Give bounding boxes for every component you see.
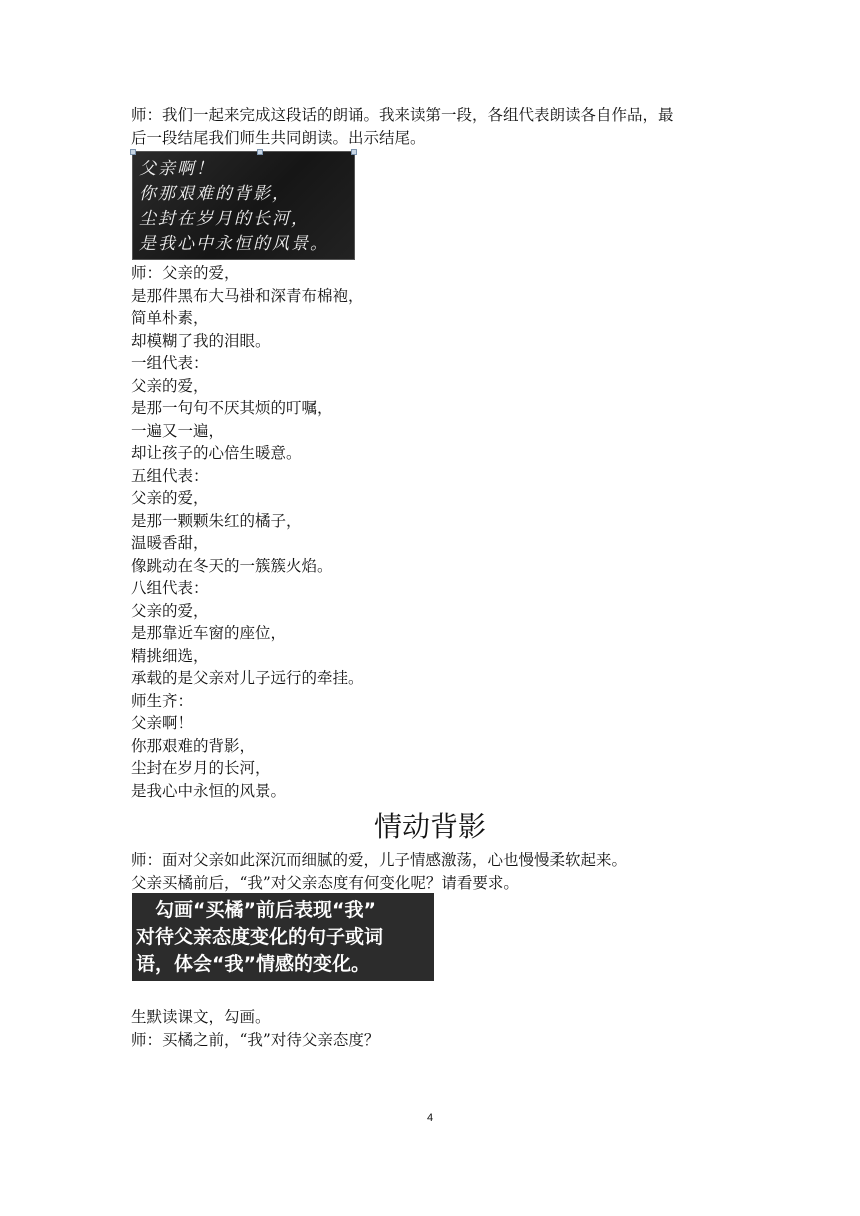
section-paragraph	[131, 849, 731, 894]
poem-line: 是那靠近车窗的座位，	[131, 624, 287, 642]
task-line: 语，体会“我”情感的变化。	[136, 953, 370, 975]
section-line: 父亲买橘前后，“我”对父亲态度有何变化呢？请看要求。	[131, 873, 519, 892]
after-paragraph	[131, 1006, 731, 1051]
section-line: 师：面对父亲如此深沉而细腻的爱，儿子情感激荡，心也慢慢柔软起来。	[131, 851, 628, 869]
poem-line: 父亲的爱，	[131, 601, 209, 620]
poem-line: 是那件黑布大马褂和深青布棉袍，	[131, 286, 364, 305]
poem-line: 父亲的爱，	[131, 376, 209, 395]
poem-line: 父亲啊！	[131, 714, 194, 732]
poem-reading-lines	[131, 262, 364, 802]
intro-line: 后一段结尾我们师生共同朗读。出示结尾。	[131, 128, 426, 147]
intro-paragraph	[131, 104, 731, 149]
poem-line: 是那一颗颗朱红的橘子，	[131, 511, 302, 530]
poem-line: 你那艰难的背影，	[131, 736, 256, 755]
poem-line: 师：父亲的爱，	[131, 264, 240, 282]
poem-line: 像跳动在冬天的一簇簇火焰。	[131, 556, 333, 575]
poem-line: 一遍又一遍，	[131, 421, 225, 440]
intro-line: 师：我们一起来完成这段话的朗诵。我来读第一段，各组代表朗读各自作品，最	[131, 106, 674, 124]
poem-line: 五组代表：	[131, 466, 209, 485]
poem-line: 尘封在岁月的长河，	[131, 759, 271, 777]
poem-line: 温暖香甜，	[131, 534, 209, 552]
poem-line: 一组代表：	[131, 354, 209, 372]
page-number: 4	[426, 1112, 434, 1124]
task-line: 对待父亲态度变化的句子或词	[136, 926, 384, 948]
after-line: 生默读课文，勾画。	[131, 1008, 271, 1026]
poem-line: 精挑细选，	[131, 646, 209, 665]
board-line: 你那艰难的背影，	[139, 184, 291, 204]
poem-line: 师生齐：	[131, 691, 194, 710]
poem-line: 承载的是父亲对儿子远行的牵挂。	[131, 669, 364, 687]
poem-line: 父亲的爱，	[131, 489, 209, 507]
task-line: 勾画“买橘”前后表现“我”	[136, 899, 376, 921]
resize-handle-icon[interactable]	[257, 149, 263, 155]
task-instruction-image	[132, 893, 434, 981]
poem-line: 简单朴素，	[131, 309, 209, 327]
board-line: 父亲啊！	[139, 159, 215, 179]
poem-line: 是那一句句不厌其烦的叮嘱，	[131, 399, 333, 417]
resize-handle-icon[interactable]	[351, 149, 357, 155]
board-line: 是我心中永恒的风景。	[139, 234, 329, 254]
poem-line: 是我心中永恒的风景。	[131, 781, 287, 800]
poem-line: 八组代表：	[131, 579, 209, 597]
section-heading: 情动背影	[373, 810, 486, 843]
resize-handle-icon[interactable]	[130, 149, 136, 155]
poem-line: 却模糊了我的泪眼。	[131, 331, 271, 350]
poem-line: 却让孩子的心倍生暖意。	[131, 444, 302, 462]
after-line: 师：买橘之前，“我”对待父亲态度？	[131, 1030, 380, 1049]
board-line: 尘封在岁月的长河，	[139, 209, 310, 229]
blackboard-poem-image	[132, 151, 355, 260]
